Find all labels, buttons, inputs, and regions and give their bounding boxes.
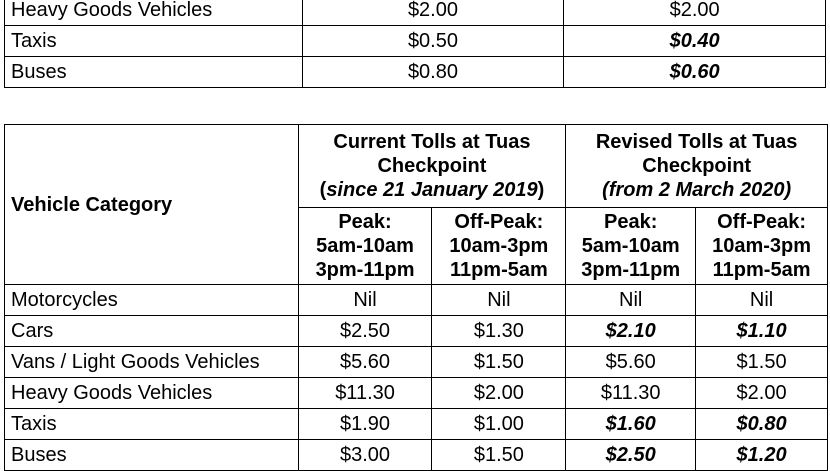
top-toll-table [4,0,826,88]
current-peak-cell: Nil [298,285,432,316]
current-offpeak-cell: $1.50 [432,347,566,378]
category-cell: Buses [5,440,299,471]
table-row [5,378,828,409]
revised-header-note: (from 2 March 2020) [602,179,792,201]
category-cell: Taxis [5,409,299,440]
table-row [5,57,826,88]
current-offpeak-cell: $1.50 [432,440,566,471]
revised-peak-cell: $11.30 [566,378,696,409]
revised-tolls-header [566,125,828,208]
revised-offpeak-cell: $1.10 [696,316,828,347]
revised-offpeak-cell: $2.00 [696,378,828,409]
table-row [5,0,826,26]
current-peak-cell: $11.30 [298,378,432,409]
revised-offpeak-cell: $0.80 [696,409,828,440]
revised-peak-cell: $1.60 [566,409,696,440]
revised-offpeak-cell: $1.50 [696,347,828,378]
current-offpeak-header: Off-Peak: 10am-3pm 11pm-5am [432,208,566,285]
table-row [5,285,828,316]
category-cell: Heavy Goods Vehicles [5,378,299,409]
current-peak-cell: $2.50 [298,316,432,347]
revised-peak-cell: Nil [566,285,696,316]
revised-toll-cell: $0.60 [564,57,826,88]
current-offpeak-cell: $2.00 [432,378,566,409]
revised-peak-cell: $5.60 [566,347,696,378]
table-row [5,409,828,440]
category-cell: Taxis [5,26,303,57]
table-row [5,347,828,378]
table-row [5,316,828,347]
tuas-toll-table [4,124,828,471]
revised-header-line1: Revised Tolls at Tuas [595,131,798,153]
current-header-line1: Current Tolls at Tuas [333,131,531,153]
revised-toll-cell: $0.40 [564,26,826,57]
current-peak-header: Peak: 5am-10am 3pm-11pm [298,208,432,285]
current-header-note: (since 21 January 2019) [319,179,545,201]
current-offpeak-cell: $1.30 [432,316,566,347]
current-offpeak-cell: $1.00 [432,409,566,440]
table-row [5,26,826,57]
category-cell: Buses [5,57,303,88]
header-row [5,125,828,208]
revised-toll-cell: $2.00 [564,0,826,26]
revised-offpeak-cell: Nil [696,285,828,316]
current-toll-cell: $2.00 [302,0,564,26]
revised-offpeak-cell: $1.20 [696,440,828,471]
vehicle-category-header: Vehicle Category [5,125,299,285]
current-offpeak-cell: Nil [432,285,566,316]
revised-offpeak-header: Off-Peak: 10am-3pm 11pm-5am [696,208,828,285]
current-header-line2: Checkpoint [377,155,487,177]
current-peak-cell: $5.60 [298,347,432,378]
current-peak-cell: $1.90 [298,409,432,440]
current-toll-cell: $0.50 [302,26,564,57]
revised-peak-header: Peak: 5am-10am 3pm-11pm [566,208,696,285]
category-cell: Vans / Light Goods Vehicles [5,347,299,378]
current-toll-cell: $0.80 [302,57,564,88]
revised-peak-cell: $2.10 [566,316,696,347]
category-cell: Heavy Goods Vehicles [5,0,303,26]
category-cell: Motorcycles [5,285,299,316]
category-cell: Cars [5,316,299,347]
table-row [5,440,828,471]
revised-peak-cell: $2.50 [566,440,696,471]
current-peak-cell: $3.00 [298,440,432,471]
current-tolls-header [298,125,566,208]
revised-header-line2: Checkpoint [642,155,752,177]
